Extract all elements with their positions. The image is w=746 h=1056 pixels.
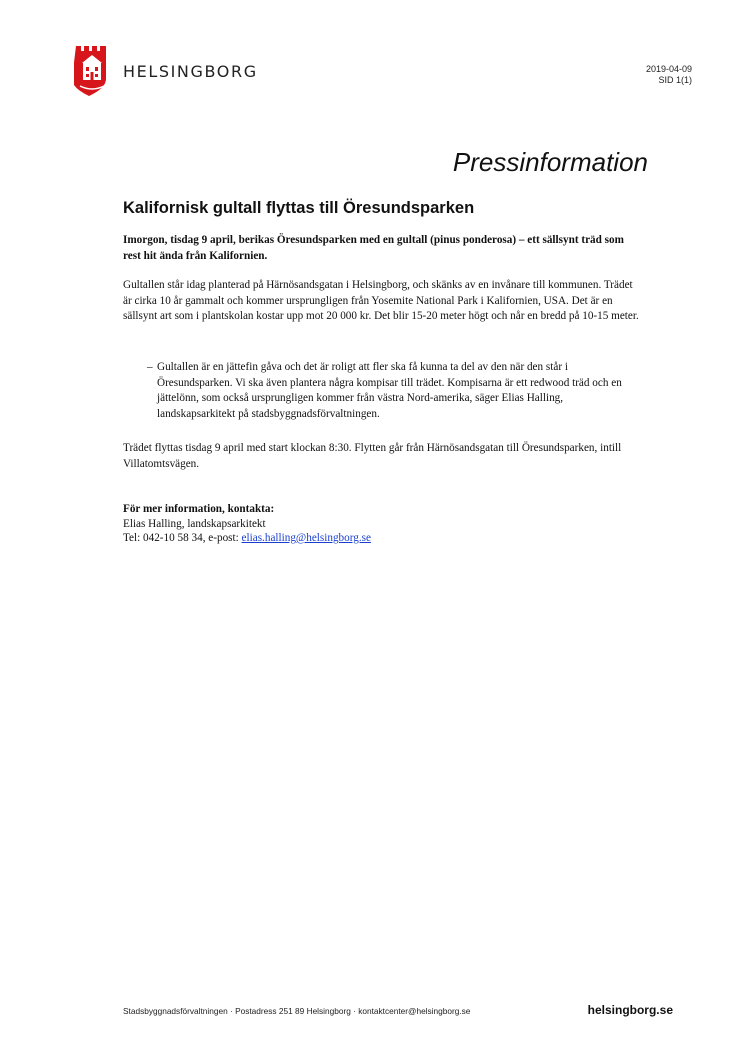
quote-dash: –: [147, 361, 153, 373]
helsingborg-crest-icon: [74, 44, 110, 98]
contact-name: Elias Halling, landskapsarkitekt: [123, 517, 266, 530]
document-type: Pressinformation: [452, 147, 648, 177]
footer-address: Stadsbyggnadsförvaltningen · Postadress 251 89 Helsingborg · kontaktcenter@helsingborg.se: [123, 1006, 471, 1016]
contact-label: För mer information, kontakta:: [123, 503, 275, 515]
footer-site: helsingborg.se: [587, 1003, 673, 1017]
quote-text: Gultallen är en jättefin gåva och det är roligt att fler ska få kunna ta del av den när den står i Öresundsparken. Vi ska även plantera några kompisar till trädet. Kompisarna är ett redwood träd och en jättelönn, som också ursprungligen kommer från västra Nord-amerika, säger Elias Halling, landskapsarkitekt på stadsbyggnadsförvaltningen.: [157, 361, 622, 420]
contact-phone: Tel: 042-10 58 34, e-post:: [123, 532, 242, 544]
headline: Kalifornisk gultall flyttas till Öresundsparken: [123, 199, 475, 217]
brand-name: HELSINGBORG: [123, 62, 258, 81]
body-paragraph-1: Gultallen står idag planterad på Härnösandsgatan i Helsingborg, och skänks av en invånare till kommunen. Trädet är cirka 10 år gammalt och kommer ursprungligen från Yosemite National Park i Kalifornien, USA. Det är en sällsynt art som i plantskolan kostar upp mot 20 000 kr. Det blir 15-20 meter högt och når en bredd på 10-15 meter.: [123, 279, 639, 322]
quote-block: [123, 360, 643, 422]
lead-paragraph: Imorgon, tisdag 9 april, berikas Öresundsparken med en gultall (pinus ponderosa) – ett sällsynt träd som rest hit ända från Kalifornien.: [123, 234, 624, 262]
document-date: 2019-04-09: [645, 64, 692, 74]
contact-line: [123, 531, 643, 546]
contact-block: [123, 502, 643, 546]
body-paragraph-2: Trädet flyttas tisdag 9 april med start klockan 8:30. Flytten går från Härnösandsgatan till Öresundsparken, intill Villatomtsvägen.: [123, 442, 622, 470]
document-meta: [646, 64, 692, 86]
contact-email-link[interactable]: elias.halling@helsingborg.se: [241, 532, 371, 544]
page-number: SID 1(1): [658, 75, 692, 85]
